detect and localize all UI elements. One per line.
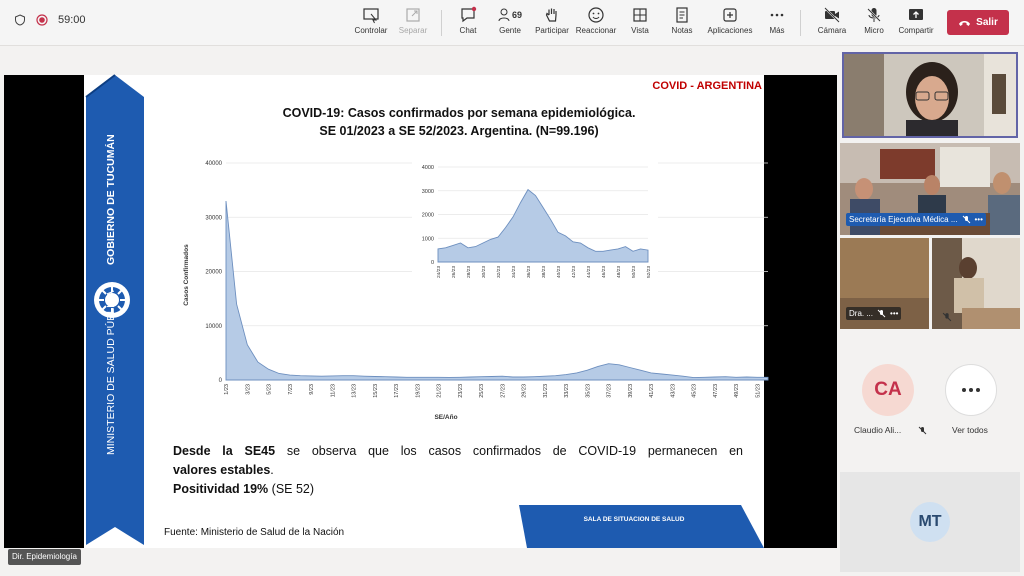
self-video-tile[interactable] xyxy=(840,472,1020,572)
x-tick-label: 15/23 xyxy=(372,384,379,398)
x-tick-label: 37/23 xyxy=(606,384,613,398)
x-tick-label: 9/23 xyxy=(309,384,315,395)
x-tick-label: 38/23 xyxy=(542,266,547,279)
raise-hand-icon xyxy=(543,6,561,24)
plus-icon xyxy=(721,6,739,24)
avatar-mt: MT xyxy=(910,502,950,542)
x-tick-label: 39/23 xyxy=(627,384,634,398)
notes-button[interactable]: Notas xyxy=(660,6,704,35)
control-button[interactable]: Controlar xyxy=(349,6,393,35)
cases-chart xyxy=(183,155,762,435)
control-icon xyxy=(362,6,380,24)
hangup-icon xyxy=(958,19,971,27)
y-tick-label: 4000 xyxy=(421,165,434,171)
x-tick-label: 1/23 xyxy=(224,384,230,395)
camera-off-icon xyxy=(823,6,841,24)
participant-count: 69 xyxy=(511,10,522,20)
video-tile-dra[interactable] xyxy=(840,238,929,329)
video-tile-secretaria[interactable] xyxy=(840,143,1020,235)
x-tick-label: 42/23 xyxy=(572,266,577,279)
banner-top-text: GOBIERNO DE TUCUMÁN xyxy=(105,134,117,265)
more-icon[interactable]: ••• xyxy=(890,309,899,318)
view-all-label: Ver todos xyxy=(952,425,988,435)
x-tick-label: 34/23 xyxy=(512,266,517,279)
meeting-timer: 59:00 xyxy=(58,14,86,26)
x-tick-label: 52/23 xyxy=(647,266,652,279)
y-axis-label: Casos Confirmados xyxy=(183,244,190,306)
recording-icon xyxy=(36,14,48,26)
mic-off-icon xyxy=(962,215,971,224)
more-icon xyxy=(961,387,981,393)
x-tick-label: 13/23 xyxy=(351,384,358,398)
x-tick-label: 25/23 xyxy=(479,384,486,398)
x-tick-label: 5/23 xyxy=(266,384,273,395)
x-tick-label: 36/23 xyxy=(527,266,532,279)
slide-source: Fuente: Ministerio de Salud de la Nación xyxy=(164,527,345,538)
x-tick-label: 24/23 xyxy=(437,266,442,279)
grid-icon xyxy=(631,6,649,24)
participants-panel xyxy=(838,46,1024,576)
people-button[interactable]: 69 Gente xyxy=(499,10,522,35)
video-tile-4[interactable] xyxy=(932,238,1020,329)
notes-icon xyxy=(673,6,691,24)
slide-title: COVID-19: Casos confirmados por semana epidemiológica. SE 01/2023 a SE 52/2023. Argentina. (N=99.196) xyxy=(282,106,636,138)
share-icon xyxy=(907,6,925,24)
x-tick-label: 19/23 xyxy=(415,384,422,398)
mic-off-icon xyxy=(942,312,952,322)
shield-icon[interactable] xyxy=(14,14,26,26)
x-tick-label: 32/23 xyxy=(497,266,502,279)
speaker-video xyxy=(844,54,1016,136)
presenter-label: Dir. Epidemiología xyxy=(8,549,81,565)
x-tick-label: 45/23 xyxy=(691,384,698,398)
mic-button[interactable]: Micro xyxy=(852,6,896,35)
x-tick-label: 49/23 xyxy=(734,384,741,398)
x-tick-label: 23/23 xyxy=(457,384,464,398)
more-icon[interactable]: ••• xyxy=(974,215,983,224)
banner-bottom-text: MINISTERIO DE SALUD PÚBLICA xyxy=(105,290,117,455)
x-tick-label: 31/23 xyxy=(542,384,549,398)
participant-label: Dra. ... ••• xyxy=(846,307,901,320)
y-tick-label: 40000 xyxy=(205,161,222,167)
y-tick-label: 10000 xyxy=(205,323,222,330)
presentation-slide xyxy=(84,75,764,548)
more-icon xyxy=(768,6,786,24)
x-tick-label: 11/23 xyxy=(330,384,337,398)
popout-icon xyxy=(404,6,422,24)
x-tick-label: 48/23 xyxy=(617,266,622,279)
view-button[interactable]: Vista xyxy=(618,6,662,35)
meeting-status xyxy=(14,14,86,26)
svg-text:SALA DE SITUACION DE SALUD: SALA DE SITUACION DE SALUD xyxy=(583,516,685,523)
sala-situacion-badge xyxy=(519,505,764,548)
y-tick-label: 2000 xyxy=(421,212,434,219)
covid-argentina-tag: COVID - ARGENTINA xyxy=(652,80,762,92)
y-tick-label: 3000 xyxy=(421,188,434,195)
meeting-toolbar xyxy=(0,0,1024,46)
x-tick-label: 17/23 xyxy=(394,384,400,398)
x-tick-label: 46/23 xyxy=(602,266,607,279)
x-tick-label: 51/23 xyxy=(755,384,762,398)
x-tick-label: 26/23 xyxy=(452,266,457,279)
raise-hand-button[interactable]: Participar xyxy=(530,6,574,35)
x-tick-label: 33/23 xyxy=(564,384,571,398)
x-tick-label: 41/23 xyxy=(649,384,656,398)
x-tick-label: 27/23 xyxy=(500,384,507,398)
x-tick-label: 21/23 xyxy=(436,384,443,398)
apps-button[interactable]: Aplicaciones xyxy=(702,6,758,35)
x-tick-label: 35/23 xyxy=(585,384,592,398)
people-icon xyxy=(498,8,510,22)
x-tick-label: 40/23 xyxy=(557,266,562,279)
ministry-banner xyxy=(84,75,146,548)
popout-button[interactable]: Separar xyxy=(391,6,435,35)
mic-off-icon xyxy=(877,309,886,318)
y-tick-label: 30000 xyxy=(205,215,222,222)
mic-off-icon xyxy=(865,6,883,24)
x-tick-label: 7/23 xyxy=(287,384,294,395)
x-tick-label: 44/23 xyxy=(587,266,592,279)
participant-name: Claudio Ali... xyxy=(854,425,927,435)
y-tick-label: 0 xyxy=(430,260,434,266)
shared-screen xyxy=(4,75,837,548)
y-tick-label: 0 xyxy=(218,378,222,384)
participant-label: Secretaría Ejecutiva Médica ... ••• xyxy=(846,213,986,226)
camera-button[interactable]: Cámara xyxy=(810,6,854,35)
x-tick-label: 29/23 xyxy=(521,384,528,398)
y-tick-label: 20000 xyxy=(205,269,222,276)
x-tick-label: 3/23 xyxy=(245,384,252,395)
x-tick-label: 43/23 xyxy=(670,384,677,398)
x-tick-label: 47/23 xyxy=(712,384,719,398)
react-button[interactable]: Reaccionar xyxy=(574,6,618,35)
leave-button[interactable]: Salir xyxy=(947,10,1009,35)
chat-button[interactable]: Chat xyxy=(446,6,490,35)
x-tick-label: 28/23 xyxy=(467,266,472,279)
share-button[interactable]: Compartir xyxy=(894,6,938,35)
x-tick-label: 50/23 xyxy=(632,266,637,279)
chat-icon xyxy=(459,6,477,24)
x-axis-label: SE/Año xyxy=(434,414,458,421)
mic-off-icon xyxy=(918,426,927,435)
x-tick-label: 30/23 xyxy=(482,266,487,279)
avatar-ca[interactable]: CA xyxy=(862,364,914,416)
smile-icon xyxy=(587,6,605,24)
more-button[interactable]: Más xyxy=(755,6,799,35)
view-all-button[interactable] xyxy=(945,364,997,416)
video-tile-speaker[interactable] xyxy=(842,52,1018,138)
y-tick-label: 1000 xyxy=(421,236,434,243)
slide-body-text: Desde la SE45 se observa que los casos confirmados de COVID-19 permanecen en valores estables. Positividad 19% (SE 52) xyxy=(173,444,743,496)
